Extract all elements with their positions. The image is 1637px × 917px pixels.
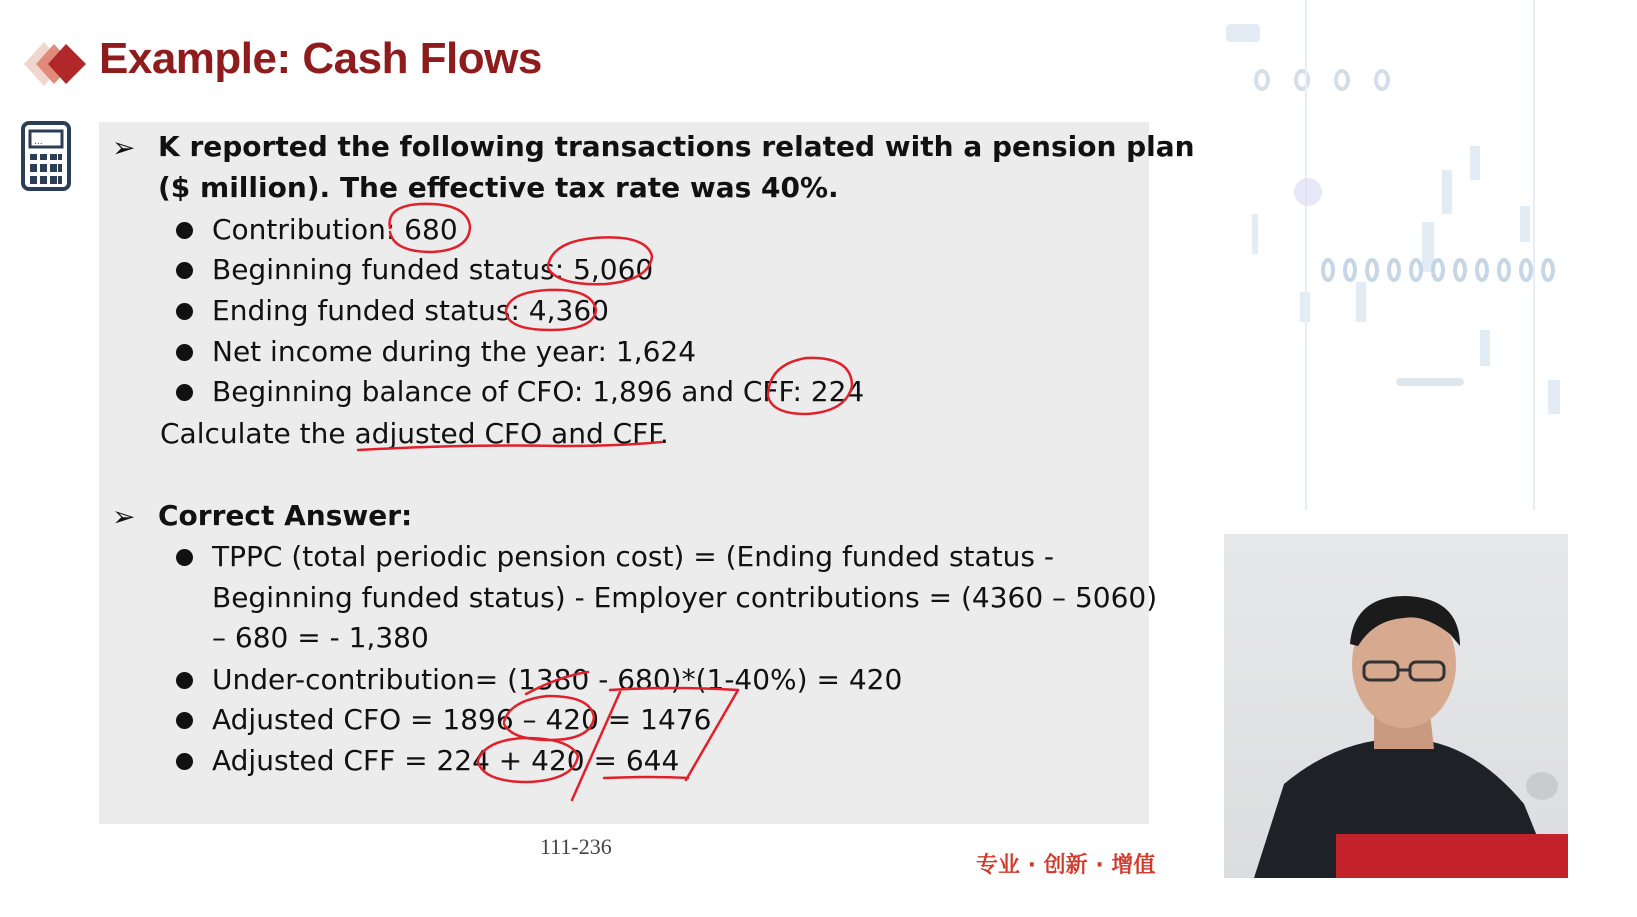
answer-tppc-line1: TPPC (total periodic pension cost) = (Ending funded status - xyxy=(212,540,1055,573)
slide-title: Example: Cash Flows xyxy=(99,34,542,83)
answer-heading: Correct Answer: xyxy=(158,499,413,532)
bullet-dot xyxy=(176,262,193,279)
answer-tppc-line3: – 680 = - 1,380 xyxy=(212,621,429,654)
question-item-beginning-cfo-cff: Beginning balance of CFO: 1,896 and CFF: 224 xyxy=(212,375,865,408)
bullet-dot xyxy=(176,303,193,320)
answer-adjusted-cff: Adjusted CFF = 224 + 420 = 644 xyxy=(212,744,680,777)
arrow-bullet-icon: ➢ xyxy=(112,500,136,533)
diamond-logo-icon xyxy=(0,32,96,96)
bullet-dot xyxy=(176,549,193,566)
bullet-dot xyxy=(176,672,193,689)
question-item-net-income: Net income during the year: 1,624 xyxy=(212,335,697,368)
slogan: 专业 · 创新 · 增值 xyxy=(976,853,1156,878)
bullet-dot xyxy=(176,753,193,770)
calculator-icon xyxy=(20,120,72,192)
page-number: 111-236 xyxy=(540,834,612,859)
bullet-dot xyxy=(176,712,193,729)
question-intro-line2: ($ million). The effective tax rate was 40%. xyxy=(158,171,839,204)
question-intro-line1: K reported the following transactions related with a pension plan xyxy=(158,130,1195,163)
question-prompt: Calculate the adjusted CFO and CFF. xyxy=(160,417,669,450)
question-item-beginning-funded: Beginning funded status: 5,060 xyxy=(212,253,654,286)
bullet-dot xyxy=(176,222,193,239)
arrow-bullet-icon: ➢ xyxy=(112,131,136,164)
presenter-figure xyxy=(1224,534,1568,878)
question-item-contribution: Contribution: 680 xyxy=(212,213,458,246)
bullet-dot xyxy=(176,344,193,361)
question-item-ending-funded: Ending funded status: 4,360 xyxy=(212,294,609,327)
decorative-background xyxy=(1160,0,1568,520)
answer-adjusted-cfo: Adjusted CFO = 1896 – 420 = 1476 xyxy=(212,703,712,736)
answer-tppc-line2: Beginning funded status) - Employer contributions = (4360 – 5060) xyxy=(212,581,1158,614)
svg-text:...: ... xyxy=(34,137,43,147)
bullet-dot xyxy=(176,384,193,401)
answer-under-contribution: Under-contribution= (1380 - 680)*(1-40%) = 420 xyxy=(212,663,903,696)
presenter-webcam xyxy=(1224,534,1568,878)
